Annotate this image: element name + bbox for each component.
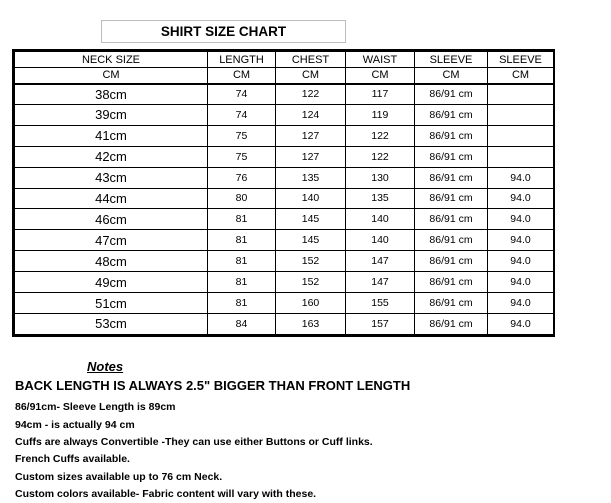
sleeve-cell: 86/91 cm (415, 84, 488, 105)
sleeve-cell: 86/91 cm (415, 188, 488, 209)
unit-cell: CM (208, 68, 276, 84)
chest-cell: 140 (276, 188, 346, 209)
header-length: LENGTH (208, 52, 276, 68)
neck-size-cell: 48cm (15, 251, 208, 272)
neck-size-cell: 38cm (15, 84, 208, 105)
chest-cell: 127 (276, 125, 346, 146)
unit-cell: CM (415, 68, 488, 84)
sleeve-2-cell (488, 84, 554, 105)
table-row (15, 251, 554, 272)
unit-cell: CM (346, 68, 415, 84)
length-cell: 76 (208, 167, 276, 188)
header-waist: WAIST (346, 52, 415, 68)
header-sleeve-2: SLEEVE (488, 52, 554, 68)
sleeve-cell: 86/91 cm (415, 167, 488, 188)
table-row (15, 230, 554, 251)
table-row (15, 84, 554, 105)
header-chest: CHEST (276, 52, 346, 68)
table-row (15, 167, 554, 188)
chest-cell: 163 (276, 313, 346, 334)
chest-cell: 152 (276, 251, 346, 272)
sleeve-cell: 86/91 cm (415, 146, 488, 167)
neck-size-cell: 51cm (15, 293, 208, 314)
sleeve-cell: 86/91 cm (415, 209, 488, 230)
sleeve-cell: 86/91 cm (415, 293, 488, 314)
note-item: Cuffs are always Convertible -They can use either Buttons or Cuff links. (15, 436, 373, 448)
note-item: Custom sizes available up to 76 cm Neck. (15, 471, 223, 483)
chest-cell: 152 (276, 272, 346, 293)
length-cell: 81 (208, 251, 276, 272)
neck-size-cell: 41cm (15, 125, 208, 146)
unit-cell: CM (15, 68, 208, 84)
sleeve-2-cell: 94.0 (488, 188, 554, 209)
waist-cell: 140 (346, 230, 415, 251)
table-row (15, 293, 554, 314)
unit-cell: CM (488, 68, 554, 84)
table-row (15, 209, 554, 230)
chest-cell: 122 (276, 84, 346, 105)
sleeve-2-cell: 94.0 (488, 313, 554, 334)
unit-cell: CM (276, 68, 346, 84)
neck-size-cell: 49cm (15, 272, 208, 293)
sleeve-2-cell: 94.0 (488, 167, 554, 188)
neck-size-cell: 43cm (15, 167, 208, 188)
chest-cell: 145 (276, 230, 346, 251)
chest-cell: 160 (276, 293, 346, 314)
length-cell: 81 (208, 230, 276, 251)
chest-cell: 145 (276, 209, 346, 230)
table-row (15, 146, 554, 167)
table-row (15, 272, 554, 293)
size-table (12, 49, 555, 337)
chart-title: SHIRT SIZE CHART (101, 20, 346, 43)
sleeve-2-cell (488, 146, 554, 167)
neck-size-cell: 39cm (15, 104, 208, 125)
table-row (15, 188, 554, 209)
sleeve-cell: 86/91 cm (415, 272, 488, 293)
chest-cell: 127 (276, 146, 346, 167)
length-cell: 74 (208, 104, 276, 125)
length-cell: 81 (208, 209, 276, 230)
neck-size-cell: 44cm (15, 188, 208, 209)
sleeve-cell: 86/91 cm (415, 230, 488, 251)
neck-size-cell: 42cm (15, 146, 208, 167)
header-neck-size: NECK SIZE (15, 52, 208, 68)
neck-size-cell: 47cm (15, 230, 208, 251)
note-item: 86/91cm- Sleeve Length is 89cm (15, 401, 176, 413)
waist-cell: 147 (346, 251, 415, 272)
table-row (15, 125, 554, 146)
sleeve-2-cell: 94.0 (488, 293, 554, 314)
waist-cell: 157 (346, 313, 415, 334)
sleeve-cell: 86/91 cm (415, 125, 488, 146)
sleeve-2-cell: 94.0 (488, 230, 554, 251)
length-cell: 84 (208, 313, 276, 334)
waist-cell: 155 (346, 293, 415, 314)
waist-cell: 130 (346, 167, 415, 188)
chest-cell: 124 (276, 104, 346, 125)
waist-cell: 135 (346, 188, 415, 209)
sleeve-2-cell: 94.0 (488, 209, 554, 230)
sleeve-2-cell (488, 125, 554, 146)
chest-cell: 135 (276, 167, 346, 188)
table-row (15, 313, 554, 334)
waist-cell: 122 (346, 125, 415, 146)
waist-cell: 122 (346, 146, 415, 167)
sleeve-cell: 86/91 cm (415, 104, 488, 125)
length-cell: 81 (208, 293, 276, 314)
waist-cell: 147 (346, 272, 415, 293)
length-cell: 75 (208, 146, 276, 167)
sleeve-2-cell: 94.0 (488, 251, 554, 272)
note-item: 94cm - is actually 94 cm (15, 419, 135, 431)
neck-size-cell: 53cm (15, 313, 208, 334)
length-cell: 75 (208, 125, 276, 146)
units-row (15, 68, 554, 84)
header-sleeve: SLEEVE (415, 52, 488, 68)
sleeve-cell: 86/91 cm (415, 313, 488, 334)
sleeve-cell: 86/91 cm (415, 251, 488, 272)
header-row (15, 52, 554, 68)
sleeve-2-cell: 94.0 (488, 272, 554, 293)
note-item: French Cuffs available. (15, 453, 130, 465)
neck-size-cell: 46cm (15, 209, 208, 230)
length-cell: 74 (208, 84, 276, 105)
notes-title: Notes (87, 359, 124, 374)
length-cell: 80 (208, 188, 276, 209)
waist-cell: 117 (346, 84, 415, 105)
notes-headline: BACK LENGTH IS ALWAYS 2.5" BIGGER THAN FRONT LENGTH (15, 378, 411, 393)
note-item: Custom colors available- Fabric content will vary with these. (15, 488, 317, 500)
table-row (15, 104, 554, 125)
sleeve-2-cell (488, 104, 554, 125)
length-cell: 81 (208, 272, 276, 293)
waist-cell: 119 (346, 104, 415, 125)
waist-cell: 140 (346, 209, 415, 230)
